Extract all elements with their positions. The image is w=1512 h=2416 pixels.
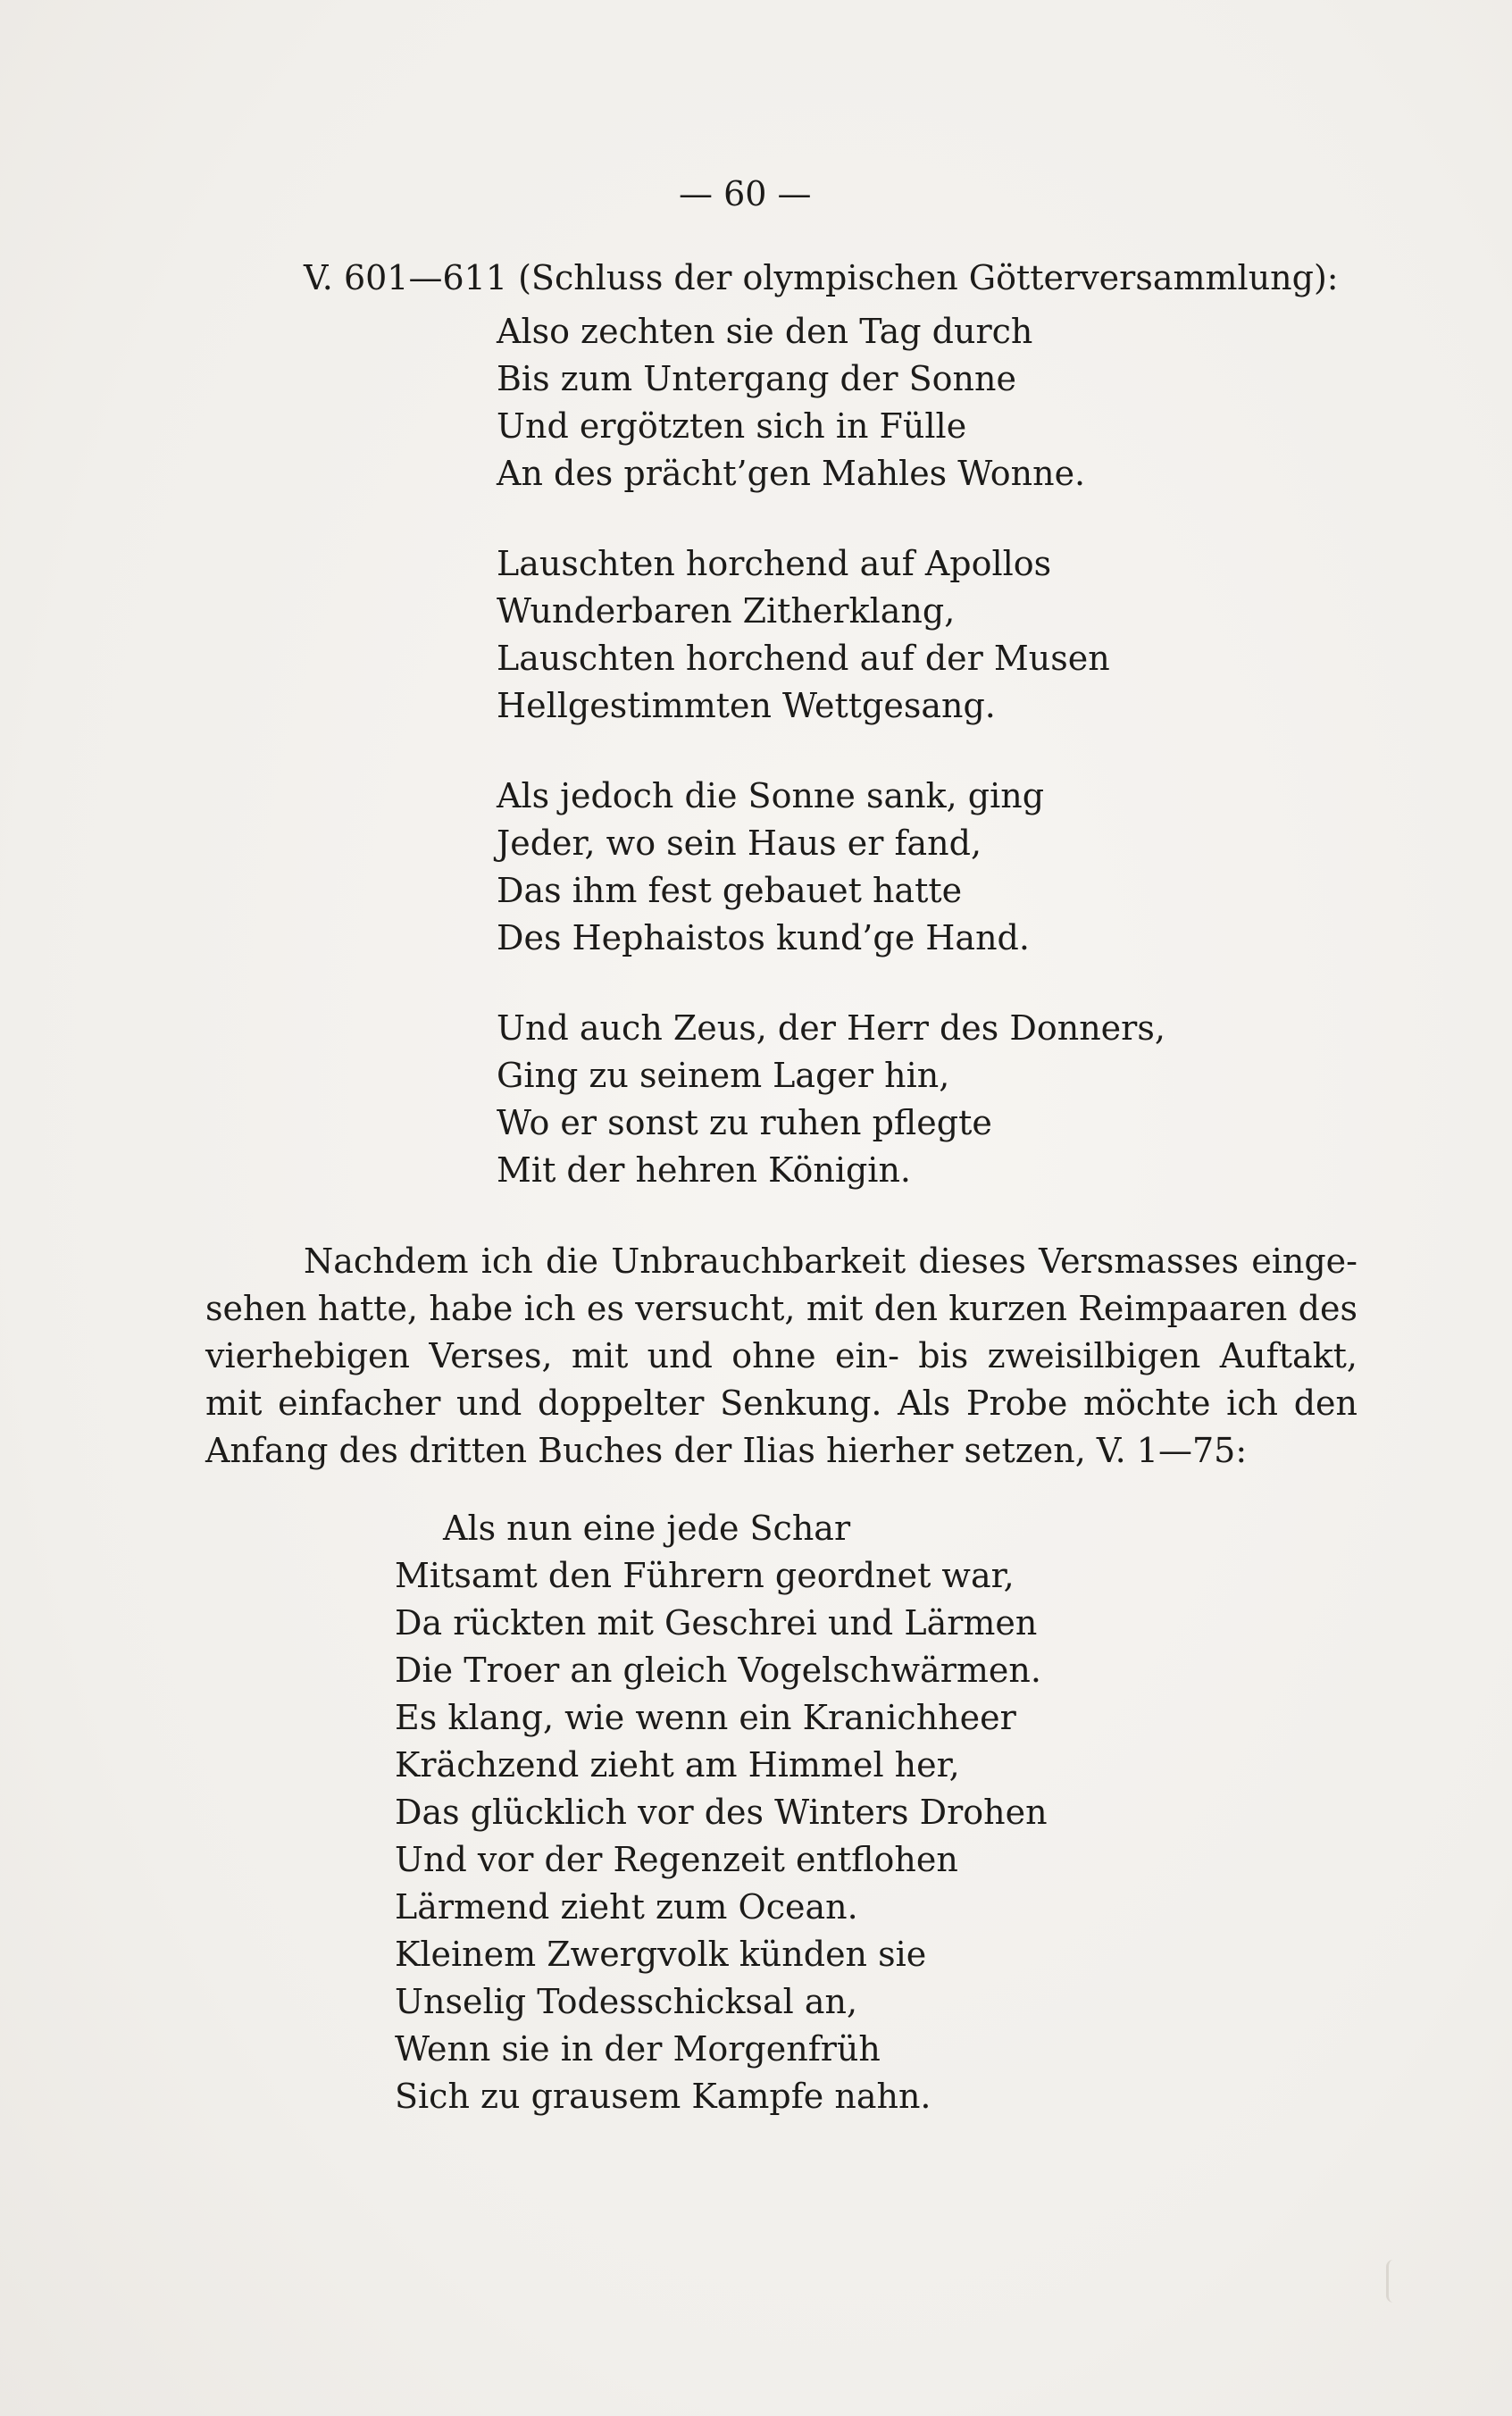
- poem-line-11: Unselig Todesschicksal an,: [395, 1982, 858, 2021]
- poem-line-1: Als nun eine jede Schar: [443, 1509, 851, 1548]
- stanza-2-line-2: Wunderbaren Zitherklang,: [497, 591, 956, 631]
- paragraph-line-3: vierhebigen Verses, mit und ohne ein- bis zweisilbigen Auftakt,: [205, 1336, 1357, 1375]
- poem-line-2: Mitsamt den Führern geordnet war,: [395, 1556, 1015, 1595]
- stanza-4-line-2: Ging zu seinem Lager hin,: [497, 1056, 950, 1095]
- stanza-3-line-3: Das ihm fest gebauet hatte: [497, 871, 963, 910]
- stanza-1-line-3: Und ergötzten sich in Fülle: [497, 406, 967, 446]
- poem-line-9: Lärmend zieht zum Ocean.: [395, 1887, 858, 1927]
- poem-line-12: Wenn sie in der Morgenfrüh: [395, 2029, 881, 2069]
- stanza-1-line-4: An des prächt’gen Mahles Wonne.: [497, 454, 1086, 493]
- poem-line-5: Es klang, wie wenn ein Kranichheer: [395, 1698, 1016, 1737]
- poem-line-8: Und vor der Regenzeit entflohen: [395, 1840, 958, 1879]
- poem-line-13: Sich zu grausem Kampfe nahn.: [395, 2077, 931, 2116]
- poem-line-4: Die Troer an gleich Vogelschwärmen.: [395, 1651, 1041, 1690]
- paragraph-line-5: Anfang des dritten Buches der Ilias hierher setzen, V. 1—75:: [205, 1431, 1248, 1470]
- stanza-3-line-4: Des Hephaistos kund’ge Hand.: [497, 918, 1030, 957]
- margin-smudge: [1386, 2260, 1401, 2303]
- stanza-3-line-2: Jeder, wo sein Haus er fand,: [497, 823, 982, 863]
- verse-reference: V. 601—611 (Schluss der olympischen Götterversammlung):: [304, 258, 1339, 297]
- paragraph-line-1: Nachdem ich die Unbrauchbarkeit dieses Versmasses einge-: [304, 1241, 1357, 1281]
- poem-line-7: Das glücklich vor des Winters Drohen: [395, 1793, 1048, 1832]
- stanza-2-line-4: Hellgestimmten Wettgesang.: [497, 686, 996, 725]
- paragraph-line-4: mit einfacher und doppelter Senkung. Als Probe möchte ich den: [205, 1384, 1357, 1423]
- poem-line-6: Krächzend zieht am Himmel her,: [395, 1745, 960, 1785]
- stanza-2-line-1: Lauschten horchend auf Apollos: [497, 544, 1052, 583]
- stanza-1-line-1: Also zechten sie den Tag durch: [497, 312, 1033, 351]
- stanza-4-line-4: Mit der hehren Königin.: [497, 1150, 912, 1190]
- paragraph-line-2: sehen hatte, habe ich es versucht, mit den kurzen Reimpaaren des: [205, 1289, 1357, 1328]
- stanza-1-line-2: Bis zum Untergang der Sonne: [497, 359, 1016, 398]
- stanza-4-line-3: Wo er sonst zu ruhen pflegte: [497, 1103, 992, 1142]
- poem-line-3: Da rückten mit Geschrei und Lärmen: [395, 1603, 1038, 1643]
- page-number: — 60 —: [679, 174, 812, 213]
- stanza-4-line-1: Und auch Zeus, der Herr des Donners,: [497, 1008, 1165, 1048]
- stanza-3-line-1: Als jedoch die Sonne sank, ging: [497, 776, 1045, 815]
- stanza-2-line-3: Lauschten horchend auf der Musen: [497, 639, 1110, 678]
- poem-line-10: Kleinem Zwergvolk künden sie: [395, 1935, 927, 1974]
